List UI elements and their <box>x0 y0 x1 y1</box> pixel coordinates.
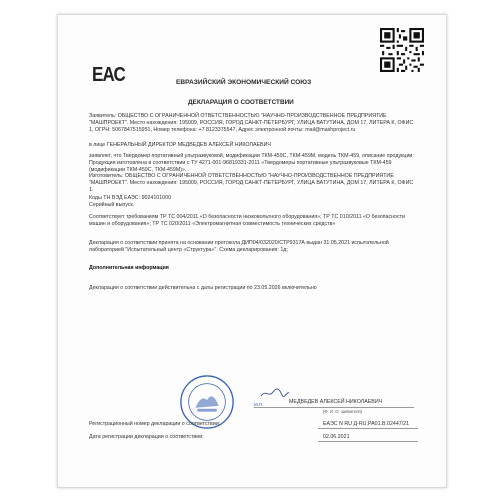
signature-icon <box>260 387 290 399</box>
reg-number-label: Регистрационный номер декларации о соответствии: <box>89 421 221 427</box>
validity-block: Декларация о соответствии действительна с даты регистрации по 23.05.2026 включительно <box>89 285 317 291</box>
qr-code-icon <box>380 28 424 72</box>
signatory-name: МЕДВЕДЕВ АЛЕКСЕЙ НИКОЛАЕВИЧ <box>289 399 383 405</box>
reg-date-label: Дата регистрации декларации о соответствии: <box>89 434 204 440</box>
applicant-block: Заявитель: ОБЩЕСТВО С ОГРАНИЧЕННОЙ ОТВЕТСТВЕННОСТЬЮ "НАУЧНО-ПРОИЗВОДСТВЕННОЕ ПРЕДПРИЯТИЕ "МАШПРОЕКТ". Место нахождения: 195009, РОССИЯ, ГОРОД САНКТ-ПЕТЕРБУРГ, УЛИЦА ВАТУТИНА, ДОМ 17, ЛИТЕРА К, ОФИС 1, ОГРН: 5067847515951, Номер телефона: +7 8123375547, Адрес электронной почты: mail@mashproject.ru <box>89 113 414 133</box>
reg-date: 02.06.2021 <box>323 434 350 440</box>
seal-label: М.П. <box>254 402 264 407</box>
basis-block: Декларация о соответствии принята на основании протокола ДИП04/032020/СТР9317А выдан 31.05.2021 испытательной лабораторией "Испытательный центр «Структура»". Схема декларирования: 1д; <box>89 240 389 253</box>
signature-line <box>254 407 414 408</box>
manufacturer-block: Изготовитель: ОБЩЕСТВО С ОГРАНИЧЕННОЙ ОТВЕТСТВЕННОСТЬЮ "НАУЧНО-ПРОИЗВОДСТВЕННОЕ ПРЕДПРИЯТИЕ "МАШПРОЕКТ". Место нахождения: 195009, РОССИЯ, ГОРОД САНКТ-ПЕТЕРБУРГ, УЛИЦА ВАТУТИНА, ДОМ 17, ЛИТЕРА К, ОФИС 1. <box>89 173 414 193</box>
additional-info-heading: Дополнительная информация <box>89 265 169 271</box>
reg-date-line <box>318 441 418 442</box>
requirements-block: Соответствует требованиям ТР ТС 004/2011 «О безопасности низковольтного оборудования»; ТР ТС 010/2011 «О безопасности машин и оборудования»; ТР ТС 020/2011 «Электромагнитная совместимость технических средств» <box>89 214 406 227</box>
declaration-product: заявляет, что Твердомер портативный ультразвуковой, модификации ТКМ-459С, ТКМ-459М, модель ТКМ-459, описание продукции: Продукция изготовлена в соответствии с ТУ 4271-001-96819331-2011 «Твердомеры портативные ультразвуковые ТКМ-459 (модификации ТКМ-459С, ТКМ-459М)». <box>89 153 414 173</box>
union-heading: ЕВРАЗИЙСКИЙ ЭКОНОМИЧЕСКИЙ СОЮЗ <box>176 79 312 86</box>
signatory-caption: (Ф. И. О. заявителя) <box>323 409 363 414</box>
reg-number: ЕАЭС N RU Д-RU.РА01.В.02447/21 <box>323 421 410 427</box>
hs-code: Коды ТН ВЭД ЕАЭС: 9024101000 <box>89 195 172 201</box>
eac-logo: ЕАС <box>92 64 125 86</box>
representative-line: в лице ГЕНЕРАЛЬНЫЙ ДИРЕКТОР МЕДВЕДЕВ АЛЕКСЕЙ НИКОЛАЕВИЧ <box>89 142 271 148</box>
reg-number-line <box>318 428 418 429</box>
document-title: ДЕКЛАРАЦИЯ О СООТВЕТСТВИИ <box>188 99 294 106</box>
declaration-sheet <box>57 14 447 488</box>
serial-production: Серийный выпуск. <box>89 202 135 208</box>
